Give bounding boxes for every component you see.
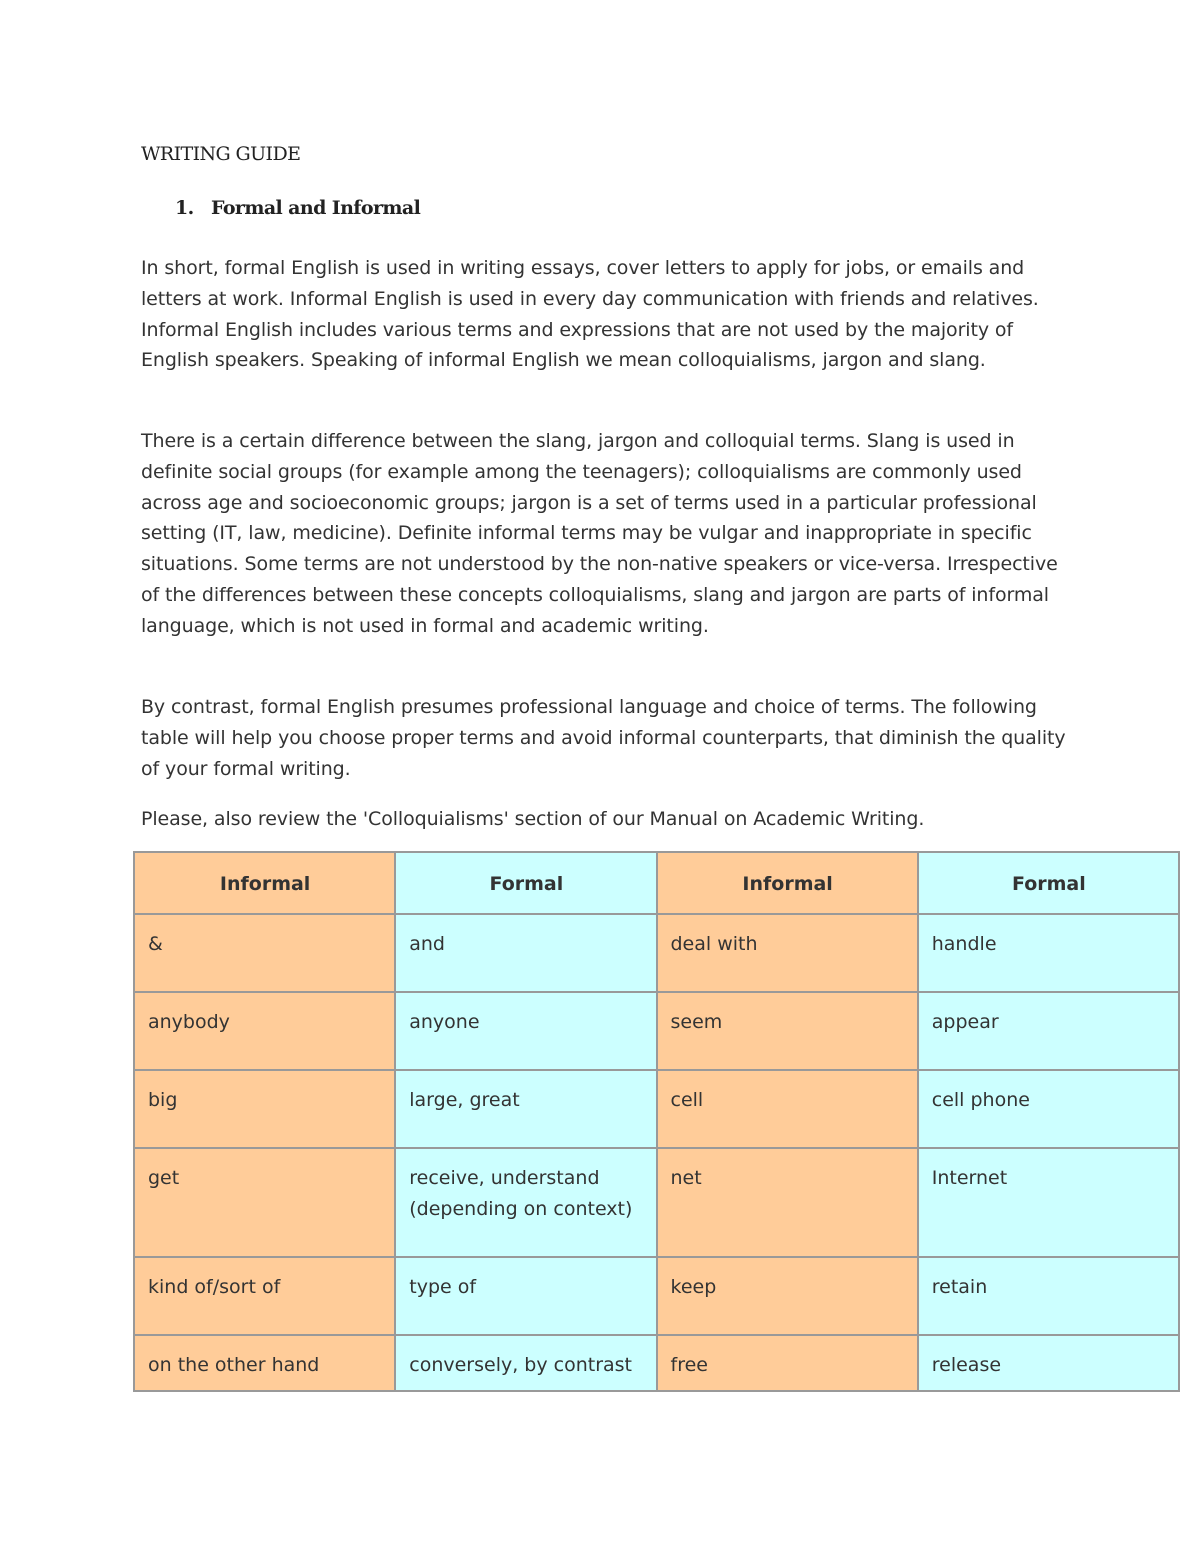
table-row — [134, 914, 1179, 992]
table-cell-informal: keep — [657, 1257, 918, 1335]
paragraph-differences: There is a certain difference between the slang, jargon and colloquial terms. Slang is used in definite social groups (for example among the teenagers); colloquialisms are commonly used across age and socioeconomic groups; jargon is a set of terms used in a particular professional setting (IT, law, medicine). Definite informal terms may be vulgar and inappropriate in specific situations. Some terms are not understood by the non-native speakers or vice-versa. Irrespective of the differences between these concepts colloquialisms, slang and jargon are parts of informal language, which is not used in formal and academic writing. — [141, 430, 1058, 637]
table-cell-formal: type of — [395, 1257, 656, 1335]
table-cell-formal: appear — [918, 992, 1179, 1070]
table-cell-informal: deal with — [657, 914, 918, 992]
header-formal-2: Formal — [918, 852, 1179, 914]
paragraph-contrast: By contrast, formal English presumes professional language and choice of terms. The following table will help you choose proper terms and avoid informal counterparts, that diminish the quality of your formal writing. — [141, 696, 1066, 780]
section-heading — [175, 197, 420, 219]
table-cell-formal: retain — [918, 1257, 1179, 1335]
table-cell-informal: net — [657, 1148, 918, 1257]
table-cell-informal: cell — [657, 1070, 918, 1148]
paragraph-review-note: Please, also review the 'Colloquialisms' section of our Manual on Academic Writing. — [141, 808, 925, 830]
table-cell-informal: & — [134, 914, 395, 992]
table-cell-informal: anybody — [134, 992, 395, 1070]
table-header-row — [134, 852, 1179, 914]
table-cell-formal: large, great — [395, 1070, 656, 1148]
table-row — [134, 992, 1179, 1070]
table-row — [134, 1257, 1179, 1335]
formal-informal-table — [133, 851, 1180, 1392]
paragraph-intro: In short, formal English is used in writing essays, cover letters to apply for jobs, or emails and letters at work. Informal English is used in every day communication with friends and relatives. Informal English includes various terms and expressions that are not used by the majority of English speakers. Speaking of informal English we mean colloquialisms, jargon and slang. — [141, 257, 1039, 372]
document-title: WRITING GUIDE — [141, 143, 301, 165]
table-cell-formal: release — [918, 1335, 1179, 1391]
table-row — [134, 1148, 1179, 1257]
table-cell-formal: conversely, by contrast — [395, 1335, 656, 1391]
table-cell-informal: big — [134, 1070, 395, 1148]
table-cell-formal: receive, understand (depending on context) — [395, 1148, 656, 1257]
table-cell-formal: cell phone — [918, 1070, 1179, 1148]
table-cell-formal: and — [395, 914, 656, 992]
table-cell-informal: kind of/sort of — [134, 1257, 395, 1335]
header-formal-1: Formal — [395, 852, 656, 914]
table-cell-informal: free — [657, 1335, 918, 1391]
table-cell-formal: anyone — [395, 992, 656, 1070]
table-row — [134, 1335, 1179, 1391]
section-heading-text: Formal and Informal — [211, 197, 421, 219]
table-cell-informal: on the other hand — [134, 1335, 395, 1391]
header-informal-2: Informal — [657, 852, 918, 914]
header-informal-1: Informal — [134, 852, 395, 914]
table-cell-formal: Internet — [918, 1148, 1179, 1257]
section-number: 1. — [175, 197, 194, 219]
table-cell-informal: seem — [657, 992, 918, 1070]
table-cell-informal: get — [134, 1148, 395, 1257]
table-row — [134, 1070, 1179, 1148]
table-cell-formal: handle — [918, 914, 1179, 992]
